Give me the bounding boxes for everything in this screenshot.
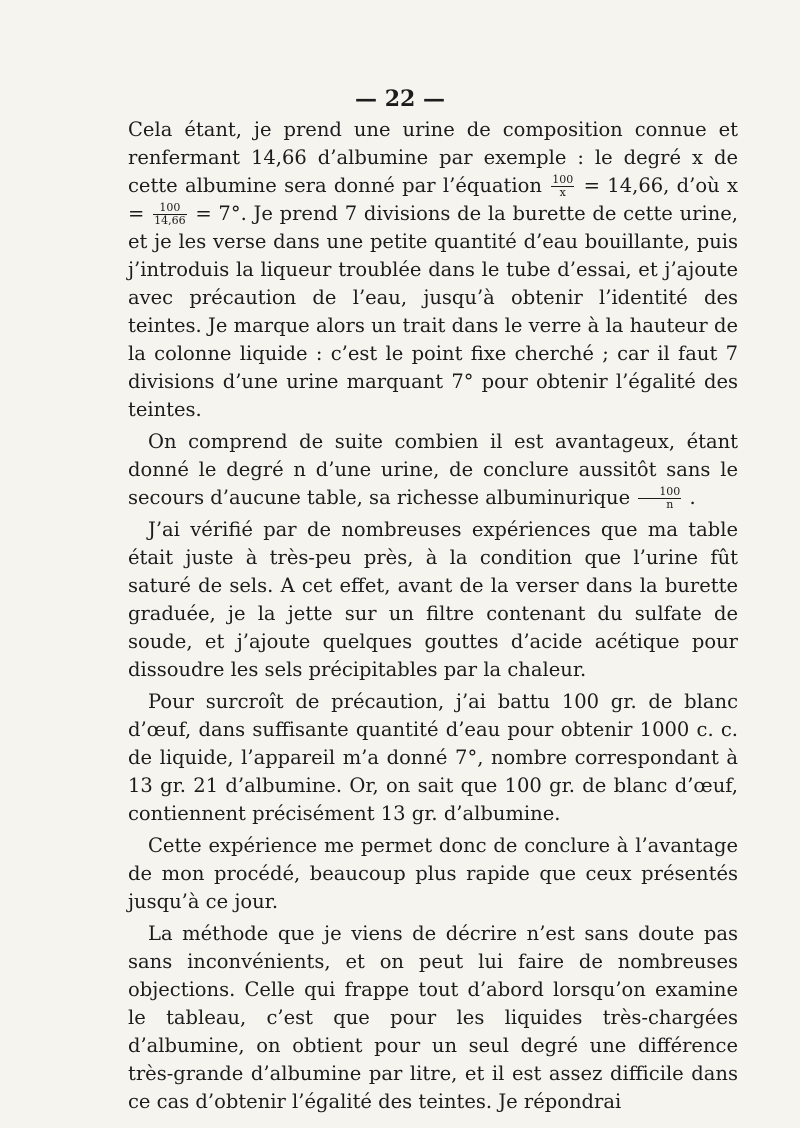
fraction-numerator: 100 [638, 486, 681, 499]
fraction-100-over-n [638, 486, 681, 511]
paragraph-3: J’ai vérifié par de nombreuses expériences que ma table était juste à très-peu près, à la condition que l’urine fût saturé de sels. A cet effet, avant de la verser dans la burette graduée, je la jette sur un filtre contenant du sulfate de soude, et j’ajoute quelques gouttes d’acide acétique pour dissoudre les sels précipitables par la chaleur. [128, 518, 738, 681]
fraction-100-over-14-66 [153, 202, 187, 227]
fraction-100-over-x [551, 174, 574, 199]
paragraph-1 [128, 116, 738, 424]
paragraph-4: Pour surcroît de précaution, j’ai battu 100 gr. de blanc d’œuf, dans suffisante quantité d’eau pour obtenir 1000 c. c. de liquide, l’appareil m’a donné 7°, nombre correspondant à 13 gr. 21 d’albumine. Or, on sait que 100 gr. de blanc d’œuf, contiennent précisément 13 gr. d’albumine. [128, 690, 738, 825]
paragraph-6: La méthode que je viens de décrire n’est sans doute pas sans inconvénients, et on peut lui faire de nombreuses objections. Celle qui frappe tout d’abord lorsqu’on examine le tableau, c’est que pour les liquides très-chargées d’albumine, on obtient pour un seul degré une différence très-grande d’albumine par litre, et il est assez difficile dans ce cas d’obtenir l’égalité des teintes. Je répondrai [128, 922, 738, 1113]
paragraph-5: Cette expérience me permet donc de conclure à l’avantage de mon procédé, beaucoup plus rapide que ceux présentés jusqu’à ce jour. [128, 834, 738, 913]
fraction-numerator: 100 [153, 202, 187, 215]
fraction-denominator: n [666, 498, 674, 511]
fraction-denominator: x [559, 186, 566, 199]
page-number: — 22 — [355, 86, 445, 112]
fraction-numerator: 100 [552, 173, 574, 186]
paragraph-1-part-a: Cela étant, je prend une urine de composition connue et renfermant 14,66 d’albumine par exemple : le degré x de cette albumine sera donné par l’équation [128, 118, 738, 197]
fraction-denominator: 14,66 [154, 214, 186, 227]
paragraph-1-part-c: = 7°. Je prend 7 divisions de la burette de cette urine, et je les verse dans une petite quantité d’eau bouillante, puis j’introduis la liqueur troublée dans le tube d’essai, et j’ajoute avec précaution de l’eau, jusqu’à obtenir l’identité des teintes. Je marque alors un trait dans le verre à la hauteur de la colonne liquide : c’est le point fixe cherché ; car il faut 7 divisions d’une urine marquant 7° pour obtenir l’égalité des teintes. [128, 202, 738, 421]
paragraph-2-part-a: On comprend de suite combien il est avantageux, étant donné le degré n d’une urine, de conclure aussitôt sans le secours d’aucune table, sa richesse albuminurique [128, 430, 738, 509]
body-text [128, 116, 738, 1120]
paragraph-2-part-b: . [689, 486, 696, 509]
paragraph-2 [128, 428, 738, 512]
paragraph-1-part-b: = 14,66, d’où x = [128, 174, 738, 225]
